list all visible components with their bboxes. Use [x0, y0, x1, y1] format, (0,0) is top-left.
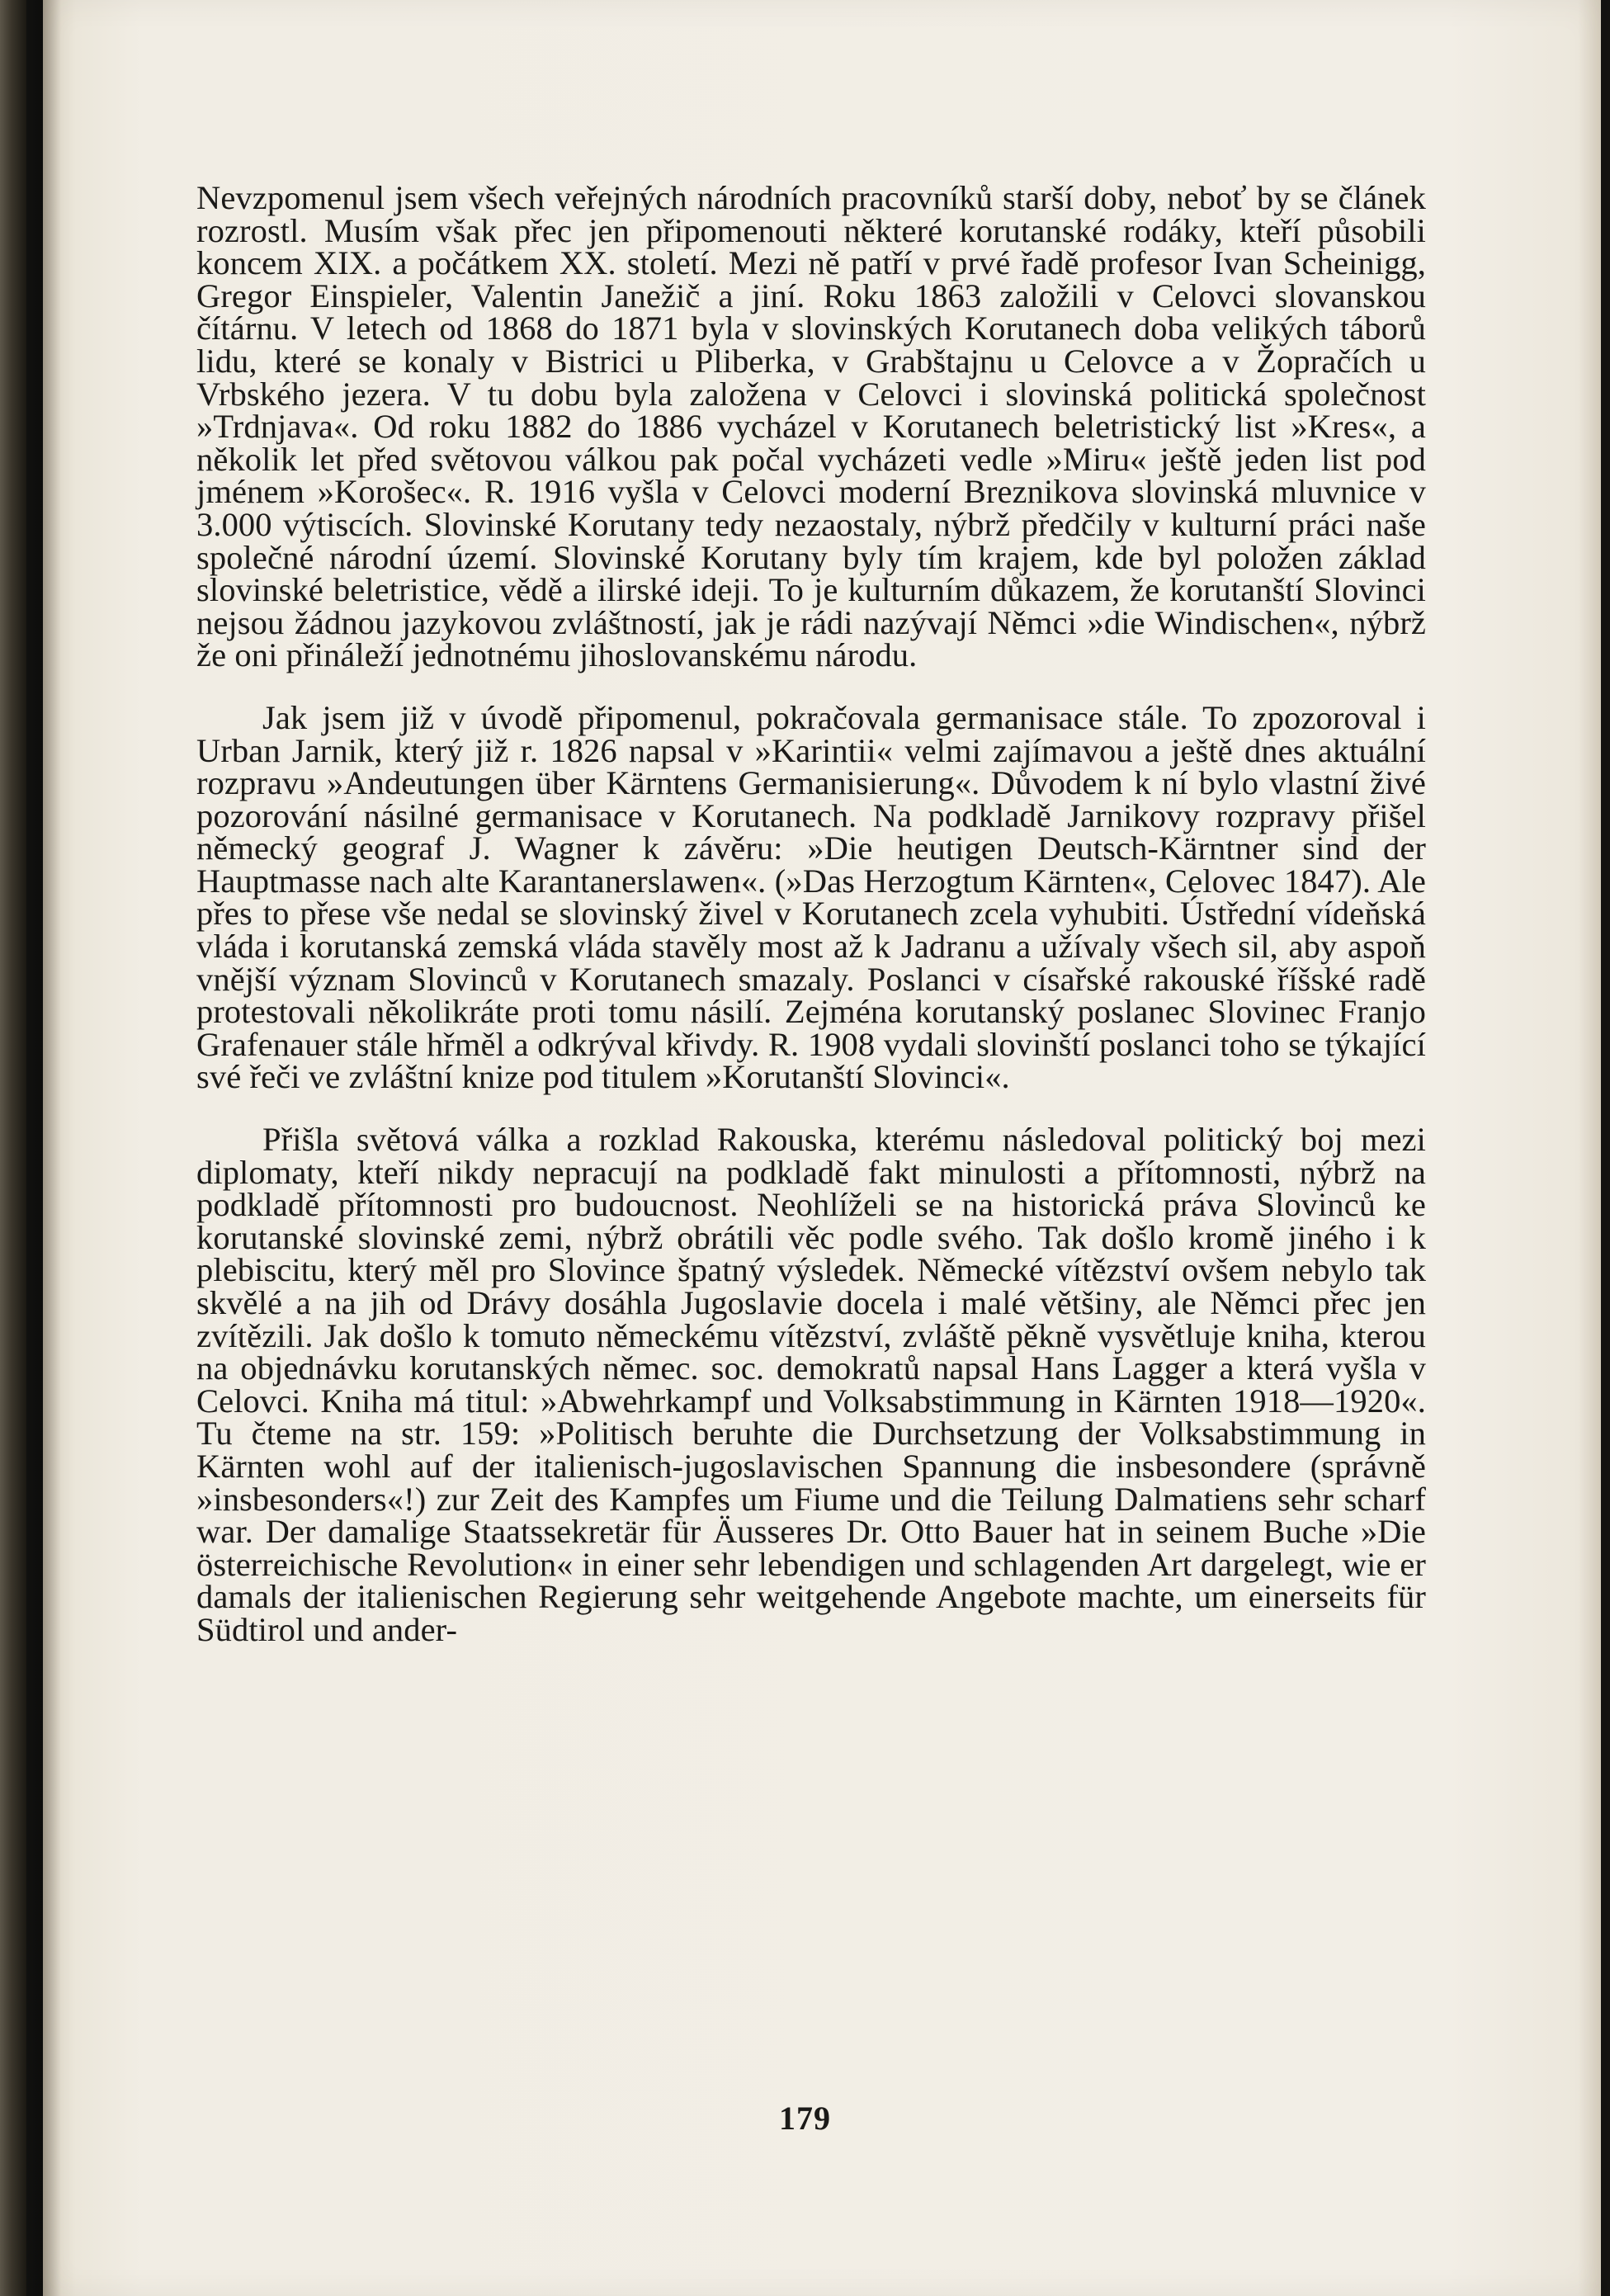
page-number: 179 [779, 2100, 831, 2137]
page-gutter-shadow [43, 0, 61, 2296]
paragraph-3: Přišla světová válka a rozklad Rakouska, kterému následoval politický boj mezi diplomaty, kteří nikdy nepracují na podkladě fakt minulosti a přítomnosti, nýbrž na podkladě přítomnosti pro budoucnost. Neohlíželi se na historická práva Slovinců ke korutanské slovinské zemi, nýbrž obrátili věc podle svého. Tak došlo kromě jiného i k plebiscitu, který měl pro Slovince špatný výsledek. Německé vítězství ovšem nebylo tak skvělé a na jih od Drávy dosáhla Jugoslavie docela i malé většiny, ale Němci přec jen zvítězili. Jak došlo k tomuto německému vítězství, zvláště pěkně vysvětluje kniha, kterou na objednávku korutanských němec. soc. demokratů napsal Hans Lagger a která vyšla v Celovci. Kniha má titul: »Abwehrkampf und Volksabstimmung in Kärnten 1918—1920«. Tu čteme na str. 159: »Politisch beruhte die Durchsetzung der Volksabstimmung in Kärnten wohl auf der italienisch-jugoslavischen Spannung die insbesondere (správně »insbesonders«!) zur Zeit des Kampfes um Fiume und die Teilung Dalmatiens sehr scharf war. Der damalige Staatssekretär für Äusseres Dr. Otto Bauer hat in seinem Buche »Die österreichische Revolution« in einer sehr lebendigen und schlagenden Art dargelegt, wie er damals der italienischen Regierung sehr weitgehende Angebote machte, um einerseits für Südtirol und ander- [196, 1121, 1426, 1648]
body-text [196, 179, 1426, 1648]
paragraph-1: Nevzpomenul jsem všech veřejných národních pracovníků starší doby, neboť by se článek rozrostl. Musím však přec jen připomenouti některé korutanské rodáky, kteří působili koncem XIX. a počátkem XX. století. Mezi ně patří v prvé řadě profesor Ivan Scheinigg, Gregor Einspieler, Valentin Janežič a jiní. Roku 1863 založili v Celovci slovanskou čítárnu. V letech od 1868 do 1871 byla v slovinských Korutanech doba velikých táborů lidu, které se konaly v Bistrici u Pliberka, v Grabštajnu u Celovce a v Žopračích u Vrbského jezera. V tu dobu byla založena v Celovci i slovinská politická společnost »Trdnjava«. Od roku 1882 do 1886 vycházel v Korutanech beletristický list »Kres«, a několik let před světovou válkou pak počal vycházeti vedle »Miru« ještě jeden list pod jménem »Korošec«. R. 1916 vyšla v Celovci moderní Breznikova slovinská mluvnice v 3.000 výtiscích. Slovinské Korutany tedy nezaostaly, nýbrž předčily v kulturní práci naše společné národní území. Slovinské Korutany byly tím krajem, kde byl položen základ slovinské beletristice, vědě a ilirské ideji. To je kulturním důkazem, že korutanští Slovinci nejsou žádnou jazykovou zvláštností, jak je rádi nazývají Němci »die Windischen«, nýbrž že oni přináleží jednotnému jihoslovanskému národu. [196, 179, 1426, 674]
paragraph-2: Jak jsem již v úvodě připomenul, pokračovala germanisace stále. To zpozoroval i Urban Jarnik, který již r. 1826 napsal v »Karintii« velmi zajímavou a ještě dnes aktuální rozpravu »Andeutungen über Kärntens Germanisierung«. Důvodem k ní bylo vlastní živé pozorování násilné germanisace v Korutanech. Na podkladě Jarnikovy rozpravy přišel německý geograf J. Wagner k závěru: »Die heutigen Deutsch-Kärntner sind der Hauptmasse nach alte Karantanerslawen«. (»Das Herzogtum Kärnten«, Celovec 1847). Ale přes to přese vše nedal se slovinský živel v Korutanech zcela vyhubiti. Ústřední vídeňská vláda i korutanská zemská vláda stavěly most až k Jadranu a užívaly všech sil, aby aspoň vnější význam Slovinců v Korutanech smazaly. Poslanci v císařské rakouské říšské radě protestovali několikráte proti tomu násilí. Zejména korutanský poslanec Slovinec Franjo Grafenauer stále hřměl a odkrýval křivdy. R. 1908 vydali slovinští poslanci toho se týkající své řeči ve zvláštní knize pod titulem »Korutanští Slovinci«. [196, 698, 1426, 1096]
book-spine-edge [0, 0, 26, 2296]
